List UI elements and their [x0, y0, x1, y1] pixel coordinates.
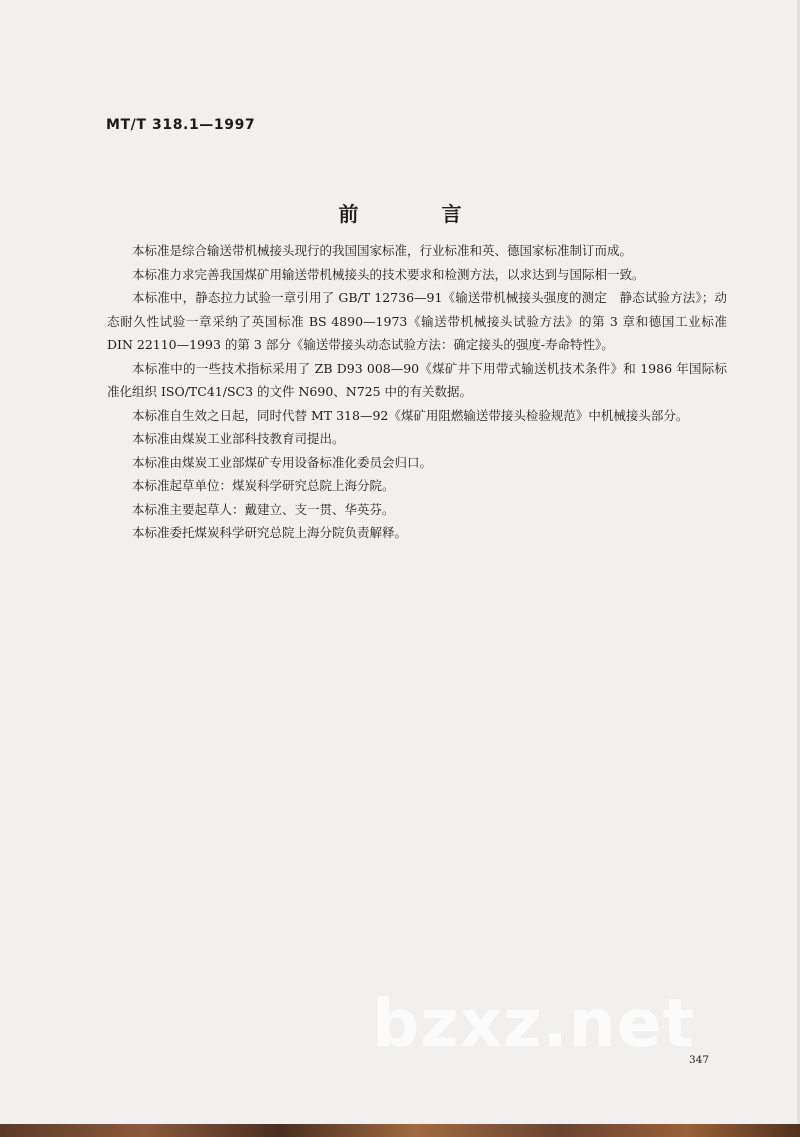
paragraph-6: 本标准由煤炭工业部科技教育司提出。: [132, 431, 345, 446]
paragraph-1: 本标准是综合输送带机械接头现行的我国国家标准，行业标准和英、德国家标准制订而成。: [132, 243, 633, 258]
paragraph-5: 本标准自生效之日起，同时代替 MT 318—92《煤矿用阻燃输送带接头检验规范》中机械接头部分。: [132, 407, 689, 423]
paragraph-8: 本标准起草单位：煤炭科学研究总院上海分院。: [132, 478, 395, 493]
paragraph-7: 本标准由煤炭工业部煤矿专用设备标准化委员会归口。: [132, 454, 433, 470]
paragraph-4: 本标准中的一些技术指标采用了 ZB D93 008—90《煤矿井下用带式输送机技术条件》和 1986 年国际标准化组织 ISO/TC41/SC3 的文件 N690、N725 中的有关数据。: [107, 360, 727, 399]
watermark: bzxz.net: [372, 985, 696, 1062]
paragraph-9: 本标准主要起草人：戴建立、支一贯、华英芬。: [132, 501, 395, 517]
page-title: 前 言: [338, 202, 500, 226]
page-number: 347: [689, 1054, 710, 1066]
paragraph-10: 本标准委托煤炭科学研究总院上海分院负责解释。: [132, 525, 408, 540]
standard-code: MT/T 318.1—1997: [106, 117, 256, 133]
scanned-bottom-edge: [0, 1124, 800, 1137]
foreword-body: [107, 239, 727, 545]
paragraph-2: 本标准力求完善我国煤矿用输送带机械接头的技术要求和检测方法，以求达到与国际相一致。: [132, 266, 645, 282]
paragraph-3: 本标准中，静态拉力试验一章引用了 GB/T 12736—91《输送带机械接头强度的测定 静态试验方法》；动态耐久性试验一章采纳了英国标准 BS 4890—1973《输送带机械接头试验方法》的第 3 章和德国工业标准 DIN 22110—1993 的第 3 部分《输送带接头动态试验方法：确定接头的强度-寿命特性》。: [107, 290, 727, 352]
